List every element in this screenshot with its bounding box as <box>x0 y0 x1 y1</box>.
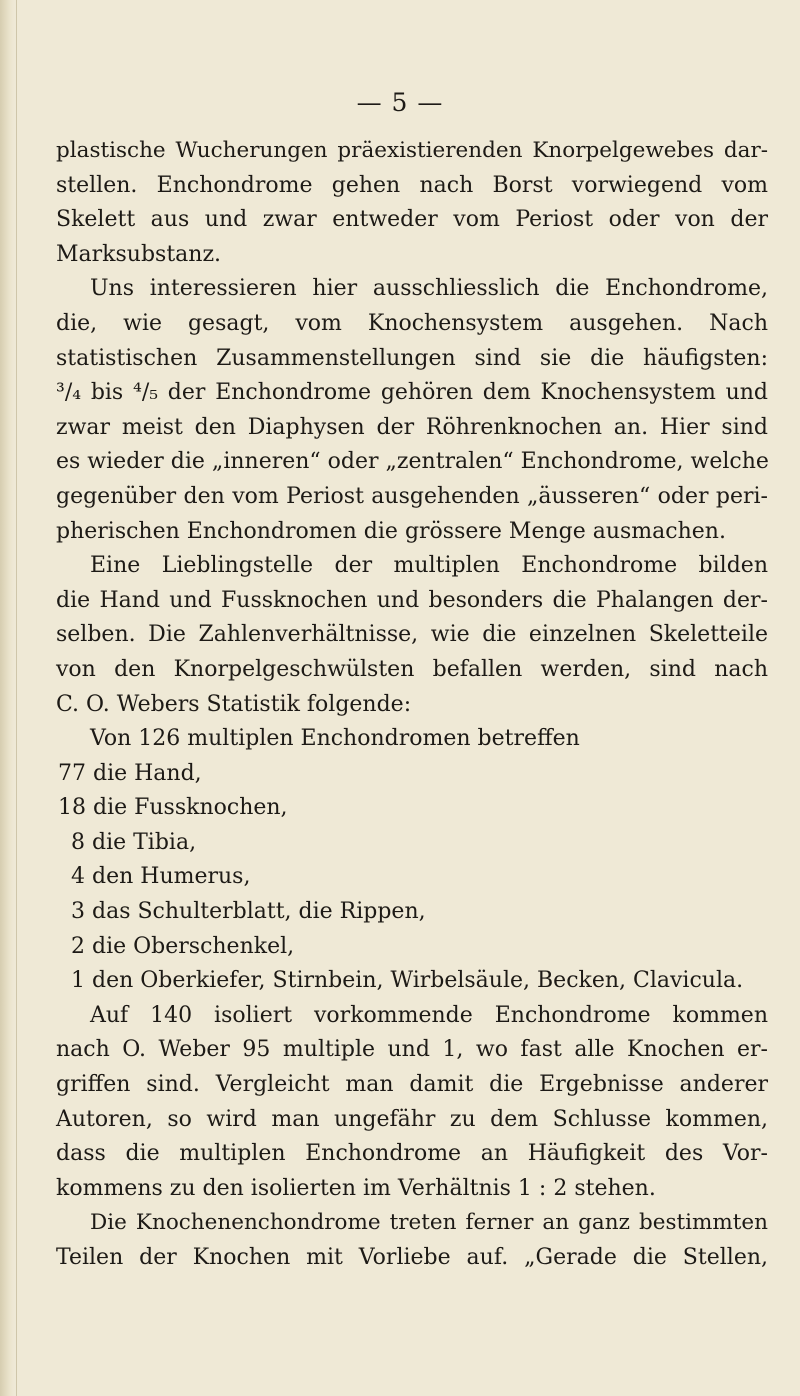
text-line: Uns interessieren hier ausschliesslich die Enchondrome, <box>90 276 768 302</box>
body-text <box>56 134 768 1276</box>
text-line: Die Knochenenchondrome treten ferner an ganz bestimmten <box>90 1210 768 1236</box>
text-line: Skelett aus und zwar entweder vom Periost oder von der <box>56 207 768 233</box>
text-line: Marksubstanz. <box>56 241 222 267</box>
list-item: 8 die Tibia, <box>71 829 197 855</box>
text-line: gegenüber den vom Periost ausgehenden „äusseren“ oder peri- <box>56 483 768 509</box>
text-line: kommens zu den isolierten im Verhältnis 1 : 2 stehen. <box>56 1175 656 1201</box>
text-line: es wieder die „inneren“ oder „zentralen“ Enchondrome, welche <box>56 449 769 475</box>
text-line: statistischen Zusammenstellungen sind sie die häufigsten: <box>56 345 768 371</box>
text-line: pherischen Enchondromen die grössere Menge ausmachen. <box>56 518 726 544</box>
page-number: — 5 — <box>356 88 444 117</box>
list-item: 2 die Oberschenkel, <box>71 933 295 959</box>
list-item: 18 die Fussknochen, <box>58 795 288 821</box>
list-item: 3 das Schulterblatt, die Rippen, <box>71 899 426 925</box>
text-line: Von 126 multiplen Enchondromen betreffen <box>90 726 580 752</box>
text-line: dass die multiplen Enchondrome an Häufigkeit des Vor- <box>56 1141 768 1167</box>
text-line: Autoren, so wird man ungefähr zu dem Schlusse kommen, <box>56 1106 768 1132</box>
text-line: stellen. Enchondrome gehen nach Borst vorwiegend vom <box>56 172 768 198</box>
text-line: selben. Die Zahlenverhältnisse, wie die einzelnen Skeletteile <box>56 622 768 648</box>
text-line: nach O. Weber 95 multiple und 1, wo fast alle Knochen er- <box>56 1037 768 1063</box>
text-line: ³/₄ bis ⁴/₅ der Enchondrome gehören dem Knochensystem und <box>56 380 768 406</box>
text-line: plastische Wucherungen präexistierenden Knorpelgewebes dar- <box>56 138 768 163</box>
text-line: C. O. Webers Statistik folgende: <box>56 691 412 717</box>
text-line: zwar meist den Diaphysen der Röhrenknochen an. Hier sind <box>56 414 768 440</box>
list-item: 4 den Humerus, <box>71 864 251 890</box>
list-item: 1 den Oberkiefer, Stirnbein, Wirbelsäule, Becken, Clavicula. <box>71 968 744 994</box>
text-line: Auf 140 isoliert vorkommende Enchondrome kommen <box>90 1002 768 1028</box>
page-edge-shadow <box>0 0 14 1396</box>
text-line: griffen sind. Vergleicht man damit die Ergebnisse anderer <box>56 1072 768 1098</box>
text-line: die Hand und Fussknochen und besonders die Phalangen der- <box>56 587 768 613</box>
text-line: die, wie gesagt, vom Knochensystem ausgehen. Nach <box>56 310 768 336</box>
text-line: Eine Lieblingstelle der multiplen Enchondrome bilden <box>90 553 768 579</box>
list-item: 77 die Hand, <box>58 760 202 786</box>
text-line: Teilen der Knochen mit Vorliebe auf. „Gerade die Stellen, <box>56 1245 768 1270</box>
text-line: von den Knorpelgeschwülsten befallen werden, sind nach <box>56 656 768 682</box>
page-edge-line <box>16 0 17 1396</box>
